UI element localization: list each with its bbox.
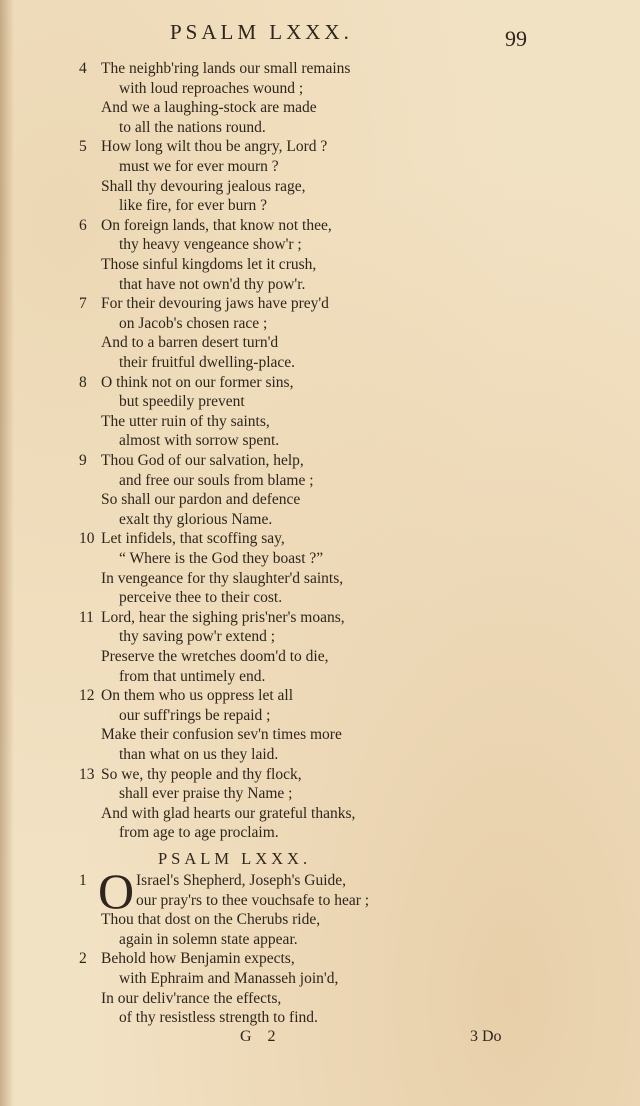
drop-cap: O: [98, 863, 135, 919]
verse-line: [0, 79, 640, 99]
verse-line: [0, 392, 640, 412]
verse-line: [0, 627, 640, 647]
verse-number: 12: [79, 687, 95, 705]
verse-line: [0, 647, 640, 667]
verse-line: [0, 706, 640, 726]
verse-line: [0, 373, 640, 393]
page-number: 99: [505, 26, 527, 51]
verse-line: [0, 784, 640, 804]
verse-line: [0, 804, 640, 824]
verse-line-text: must we for ever mourn ?: [119, 158, 279, 175]
verse-line: [0, 588, 640, 608]
verse-line: [0, 196, 640, 216]
verse-line: [0, 275, 640, 295]
verse-line: [0, 255, 640, 275]
verse-line: [0, 137, 640, 157]
verse-line-text: For their devouring jaws have prey'd: [101, 295, 329, 313]
verse-line-text: O think not on our former sins,: [101, 373, 294, 391]
verse-line-text: with loud reproaches wound ;: [119, 79, 304, 97]
verse-line: [0, 490, 640, 510]
verse-number: 4: [79, 60, 87, 77]
verse-line: [0, 314, 640, 334]
verse-number: 7: [79, 295, 87, 313]
verse-line-text: but speedily prevent: [119, 393, 245, 411]
verse-line: [0, 353, 640, 373]
verse-line-text: In vengeance for thy slaughter'd saints,: [101, 569, 344, 587]
verse-line-text: thy saving pow'r extend ;: [119, 628, 276, 646]
verse-number: 6: [79, 216, 87, 234]
verse-line-text: their fruitful dwelling-place.: [119, 354, 296, 371]
verse-line-text: Preserve the wretches doom'd to die,: [101, 648, 329, 665]
verse-line-text: from that untimely end.: [119, 667, 266, 685]
verse-line: [0, 216, 640, 236]
verse-line: [0, 510, 640, 530]
verse-line-text: And to a barren desert turn'd: [101, 334, 279, 352]
signature-mark: G 2: [240, 1028, 282, 1045]
verse-line-text: Behold how Benjamin expects,: [101, 950, 295, 968]
verse-line: [0, 725, 640, 745]
verse-line-text: So we, thy people and thy flock,: [101, 765, 302, 783]
verse-line: [0, 930, 640, 950]
verse-number: 1: [79, 872, 87, 889]
verse-line: [0, 608, 640, 628]
verse-number: 11: [79, 608, 94, 626]
verse-line-text: In our deliv'rance the effects,: [101, 989, 282, 1007]
verse-line: [0, 1008, 640, 1028]
verse-line-text: thy heavy vengeance show'r ;: [119, 236, 302, 254]
verse-line: [0, 989, 640, 1009]
verse-line: [0, 118, 640, 138]
verse-line-text: to all the nations round.: [119, 118, 266, 136]
verse-line-text: “ Where is the God they boast ?”: [119, 550, 324, 567]
verse-line-text: Thou God of our salvation, help,: [101, 452, 304, 469]
verse-number: 10: [79, 530, 95, 548]
verse-line-text: than what on us they laid.: [119, 746, 279, 763]
verse-line: [0, 431, 640, 451]
verse-line: [0, 949, 640, 969]
verse-line: [0, 745, 640, 765]
verse-line-text: our suff'rings be repaid ;: [119, 706, 271, 724]
verse-line-text: with Ephraim and Manasseh join'd,: [119, 970, 339, 987]
verse-line: [0, 451, 640, 471]
verse-line-text: How long wilt thou be angry, Lord ?: [101, 138, 328, 156]
verse-number: 13: [79, 765, 95, 783]
verse-number: 5: [79, 138, 87, 156]
verse-line-text: and free our souls from blame ;: [119, 471, 314, 489]
verse-line: [0, 891, 640, 911]
verse-line: [0, 412, 640, 432]
verse-line: [0, 871, 640, 891]
section-heading: PSALM LXXX.: [158, 849, 312, 868]
verse-line: [0, 157, 640, 177]
verse-line-text: again in solemn state appear.: [119, 930, 298, 948]
verse-line-text: On foreign lands, that know not thee,: [101, 216, 332, 234]
verse-line: [0, 823, 640, 843]
verse-number: 8: [79, 373, 87, 391]
verse-line: [0, 549, 640, 569]
verse-line: [0, 333, 640, 353]
verse-line: [0, 235, 640, 255]
verse-line-text: The neighb'ring lands our small remains: [101, 60, 351, 77]
verse-line: [0, 686, 640, 706]
verse-line: [0, 177, 640, 197]
catchword: 3 Do: [470, 1028, 502, 1045]
verse-line: [0, 98, 640, 118]
verse-line-text: So shall our pardon and defence: [101, 491, 301, 509]
verse-line-text: Israel's Shepherd, Joseph's Guide,: [136, 872, 347, 889]
verse-line-text: The utter ruin of thy saints,: [101, 412, 270, 430]
verse-line-text: And we a laughing-stock are made: [101, 99, 317, 117]
verse-line-text: almost with sorrow spent.: [119, 432, 280, 450]
verse-line-text: of thy resistless strength to find.: [119, 1009, 318, 1027]
verse-number: 2: [79, 950, 87, 968]
verse-line-text: exalt thy glorious Name.: [119, 510, 273, 528]
verse-line: [0, 765, 640, 785]
verse-line-text: Shall thy devouring jealous rage,: [101, 177, 306, 195]
running-head: PSALM LXXX.: [170, 20, 353, 44]
verse-line-text: shall ever praise thy Name ;: [119, 785, 293, 803]
verse-number: 9: [79, 452, 87, 469]
verse-line: [0, 59, 640, 79]
verse-line-text: Those sinful kingdoms let it crush,: [101, 256, 317, 273]
verse-line-text: like fire, for ever burn ?: [119, 197, 268, 215]
verse-line: [0, 294, 640, 314]
verse-line: [0, 667, 640, 687]
verse-line-text: Thou that dost on the Cherubs ride,: [101, 911, 321, 929]
verse-line-text: our pray'rs to thee vouchsafe to hear ;: [136, 891, 370, 909]
verse-line-text: Make their confusion sev'n times more: [101, 726, 342, 744]
verse-line-text: on Jacob's chosen race ;: [119, 314, 268, 332]
verse-line: [0, 471, 640, 491]
verse-line-text: Lord, hear the sighing pris'ner's moans,: [101, 608, 345, 626]
verse-line-text: Let infidels, that scoffing say,: [101, 530, 285, 548]
verse-line: [0, 569, 640, 589]
verse-line-text: And with glad hearts our grateful thanks,: [101, 804, 356, 822]
verse-line: [0, 910, 640, 930]
verse-line-text: On them who us oppress let all: [101, 687, 294, 705]
verse-line-text: from age to age proclaim.: [119, 824, 279, 842]
verse-line-text: that have not own'd thy pow'r.: [119, 275, 306, 293]
verse-line-text: perceive thee to their cost.: [119, 589, 283, 607]
verse-line: [0, 529, 640, 549]
verse-line: [0, 969, 640, 989]
